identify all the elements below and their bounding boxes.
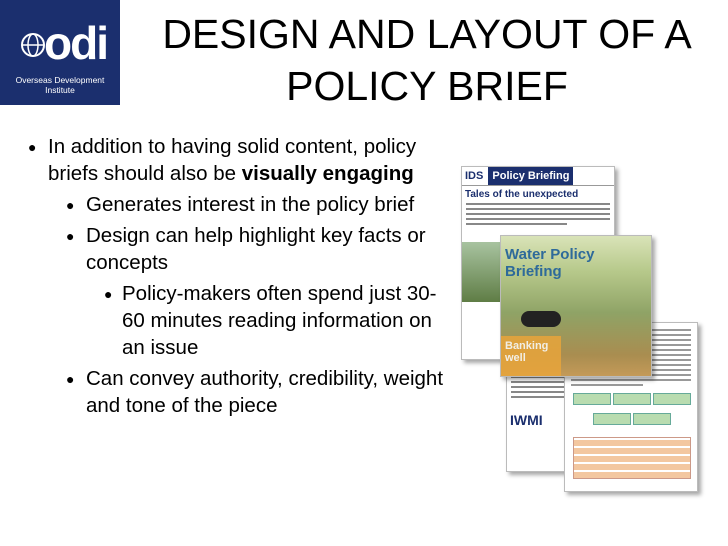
water-brief-title: Water Policy Briefing bbox=[505, 246, 595, 280]
ids-logo-text: IDS bbox=[465, 170, 484, 182]
bullet-text: In addition to having solid content, policy briefs should also be bbox=[48, 135, 417, 185]
slide-title: DESIGN AND LAYOUT OF A POLICY BRIEF bbox=[162, 11, 692, 109]
bullet-icon: ● bbox=[28, 139, 37, 155]
globe-icon bbox=[20, 32, 46, 58]
data-table bbox=[573, 437, 691, 479]
cow-shape bbox=[521, 311, 561, 327]
logo-wordmark: odi bbox=[44, 17, 107, 69]
bullet-item bbox=[26, 280, 446, 361]
water-band-text: Banking well bbox=[505, 340, 549, 364]
bullet-item bbox=[26, 191, 446, 218]
bullet-item bbox=[26, 222, 446, 276]
bullet-text: Generates interest in the policy brief bbox=[86, 193, 415, 216]
bullet-icon: ● bbox=[66, 371, 75, 387]
bullet-emphasis: visually engaging bbox=[241, 162, 414, 185]
odi-logo bbox=[0, 0, 120, 105]
bullet-icon: ● bbox=[66, 197, 75, 213]
bullet-text: Policy-makers often spend just 30-60 minutes reading information on an issue bbox=[122, 282, 437, 359]
water-brief-cover bbox=[500, 235, 652, 377]
bullet-icon: ● bbox=[104, 286, 113, 302]
logo-subtitle: Overseas Development Institute bbox=[15, 75, 105, 95]
iwmi-logo: IWMI bbox=[510, 412, 543, 428]
bullet-text: Can convey authority, credibility, weight and tone of the piece bbox=[86, 367, 444, 417]
bullet-icon: ● bbox=[66, 228, 75, 244]
bullet-text: Design can help highlight key facts or concepts bbox=[86, 224, 426, 274]
ids-header bbox=[462, 167, 614, 186]
water-brief-band bbox=[501, 336, 561, 376]
diagram-boxes bbox=[573, 393, 689, 429]
ids-series-title: Policy Briefing bbox=[488, 167, 573, 185]
bullet-item bbox=[26, 133, 446, 187]
bullet-item bbox=[26, 365, 446, 419]
text-lines bbox=[466, 203, 610, 225]
bullet-list bbox=[26, 133, 446, 419]
ids-headline: Tales of the unexpected bbox=[465, 189, 579, 200]
